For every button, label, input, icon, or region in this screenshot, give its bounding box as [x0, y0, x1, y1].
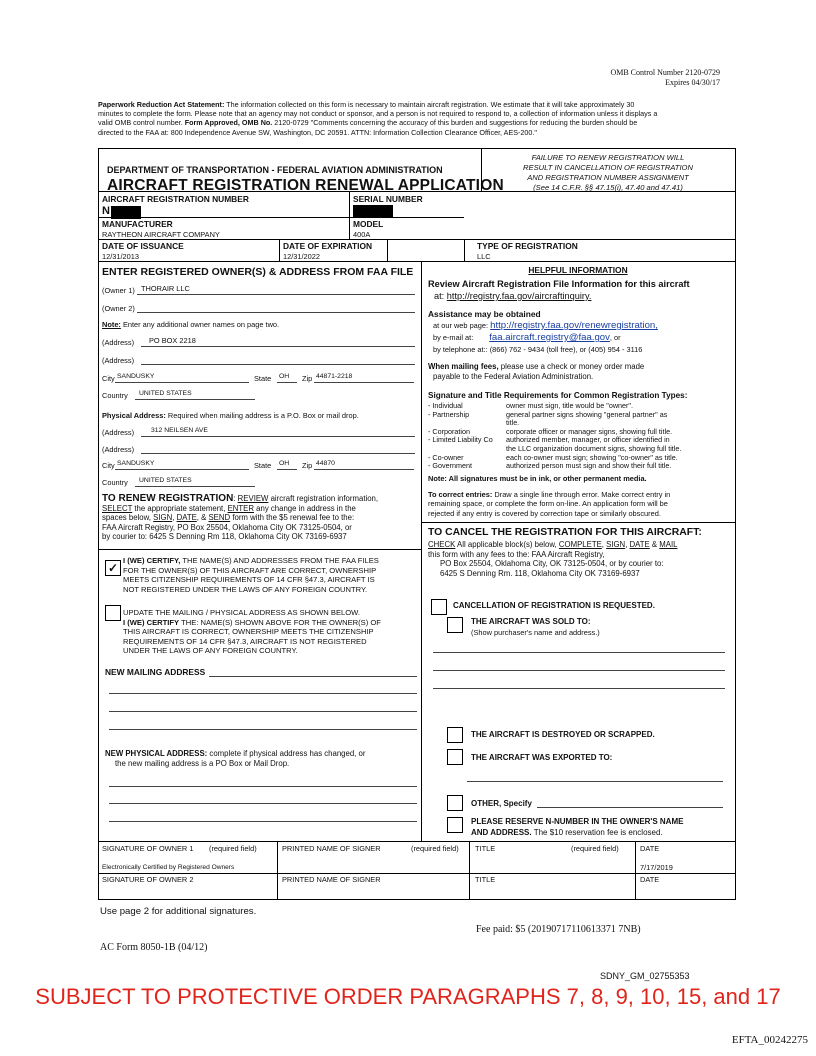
cancel-amp: & — [649, 540, 660, 549]
city-label: City — [102, 374, 115, 383]
serial-number-label: SERIAL NUMBER — [353, 194, 423, 204]
certify-a4: NOT REGISTERED UNDER THE LAWS OF ANY FOREIGN COUNTRY. — [123, 584, 368, 594]
new-physical-t2: the new mailing address is a PO Box or Mail Drop. — [115, 759, 290, 768]
new-mailing-line-2[interactable] — [109, 711, 417, 712]
physical-country-label: Country — [102, 478, 128, 487]
serial-number-redaction — [353, 205, 393, 217]
renew-colon: : — [233, 494, 238, 503]
physical-city-label: City — [102, 461, 115, 470]
signature-type-name: - Co-owner — [428, 452, 464, 462]
assist-heading: Assistance may be obtained — [428, 309, 541, 319]
update-address-checkbox[interactable] — [105, 605, 121, 621]
renew-sign: SIGN — [153, 513, 173, 523]
cancel-t1: All applicable block(s) below, — [455, 540, 559, 549]
manufacturer-value: RAYTHEON AIRCRAFT COMPANY — [102, 230, 220, 239]
warning-line2: RESULT IN CANCELLATION OF REGISTRATION — [523, 163, 693, 172]
signature-type-name: - Corporation — [428, 426, 470, 436]
signature-type-desc: authorized member, manager, or officer identified in — [506, 435, 670, 445]
cancel-sep1: , — [601, 540, 607, 549]
new-physical-line-3[interactable] — [109, 821, 417, 822]
sig-owner1-required: (required field) — [209, 844, 257, 853]
destroyed-checkbox[interactable] — [447, 727, 463, 743]
certify-b5: UNDER THE LAWS OF ANY FOREIGN COUNTRY. — [123, 646, 298, 656]
renew-t5: FAA Aircraft Registry, PO Box 25504, Oklahoma City OK 73125-0504, or — [102, 522, 352, 532]
purchaser-line-2[interactable] — [433, 670, 725, 671]
renew-t2: the appropriate statement, — [132, 503, 228, 513]
physical-country-value: UNITED STATES — [139, 477, 192, 484]
pra-line1: The information collected on this form is necessary to maintain aircraft registration. We estimate that it will take approximately 30 — [224, 100, 635, 109]
renew-heading: TO RENEW REGISTRATION — [102, 493, 234, 504]
reserve-line2: AND ADDRESS. — [471, 828, 532, 837]
fee-instructions — [428, 362, 728, 382]
cancel-mail: MAIL — [659, 540, 678, 549]
other-label: OTHER, Specify — [471, 799, 532, 808]
country-value: UNITED STATES — [139, 390, 192, 397]
renew-review: REVIEW — [237, 494, 269, 503]
issue-date-value: 12/31/2013 — [102, 252, 139, 261]
renew-instructions — [102, 494, 420, 542]
form-title: AIRCRAFT REGISTRATION RENEWAL APPLICATION — [107, 177, 504, 194]
signature-type-desc: general partner signs showing "general partner" as — [506, 409, 668, 419]
state-value: OH — [279, 373, 290, 380]
manufacturer-label: MANUFACTURER — [102, 219, 173, 229]
inquiry-link[interactable]: http://registry.faa.gov/aircraftinquiry. — [446, 291, 592, 301]
fee-line1: please use a check or money order made — [498, 362, 645, 371]
correct-lead: To correct entries: — [428, 490, 493, 499]
printed-name-label-2: PRINTED NAME OF SIGNER — [282, 875, 381, 884]
correct-line1: Draw a single line through error. Make correct entry in — [492, 490, 671, 499]
purchaser-line-3[interactable] — [433, 688, 725, 689]
reg-prefix: N — [102, 205, 110, 217]
address-label-1: (Address) — [102, 338, 135, 347]
owner-note: Enter any additional owner names on page two. — [120, 320, 280, 329]
cancel-t3: PO Box 25504, Oklahoma City, OK 73125-0504, or by courier to: — [440, 559, 664, 569]
renew-t1: aircraft registration information, — [268, 494, 379, 503]
owner1-value: THORAIR LLC — [141, 284, 190, 293]
pra-line2: minutes to complete the form. Please note that an agency may not conduct or sponsor, and a person is not required to respond to, a collection of information unless it displays a — [98, 109, 658, 119]
sig-req-heading: Signature and Title Requirements for Common Registration Types: — [428, 391, 688, 400]
cancel-date: DATE — [629, 540, 650, 549]
physical-zip-label: Zip — [302, 461, 313, 470]
fee-paid: Fee paid: $5 (20190717110613371 7NB) — [476, 924, 641, 935]
cancel-heading: TO CANCEL THE REGISTRATION FOR THIS AIRCRAFT: — [428, 527, 702, 538]
ink-note: Note: All signatures must be in ink, or other permanent media. — [428, 474, 647, 483]
date-label-1: DATE — [640, 844, 660, 853]
web-label: at our web page: — [433, 321, 489, 330]
review-line1: Review Aircraft Registration File Information for this aircraft — [428, 279, 690, 289]
fee-line2: payable to the Federal Aviation Administration. — [433, 372, 594, 381]
cancel-sign: SIGN — [606, 540, 626, 549]
pra-line4: directed to the FAA at: 800 Independence Avenue SW, Washington, DC 20591. ATTN: Information Collection Clearance Officer, AES-200." — [98, 127, 537, 137]
renew-select: SELECT — [102, 503, 133, 513]
efta-number: EFTA_00242275 — [731, 1034, 808, 1046]
signature-type-desc: title. — [506, 418, 520, 428]
address-label-2: (Address) — [102, 356, 135, 365]
model-value: 400A — [353, 230, 371, 239]
fee-lead: When mailing fees, — [428, 362, 499, 371]
certify-statement-b — [123, 608, 419, 656]
cancel-request-label: CANCELLATION OF REGISTRATION IS REQUESTED. — [453, 601, 655, 610]
protective-order-banner: SUBJECT TO PROTECTIVE ORDER PARAGRAPHS 7, 8, 9, 10, 15, and 17 — [35, 984, 781, 1009]
purchaser-line-1[interactable] — [433, 652, 725, 653]
reserve-line3: The $10 reservation fee is enclosed. — [531, 828, 663, 837]
signature-type-desc: authorized person must sign and show their full title. — [506, 461, 672, 471]
registration-type-value: LLC — [477, 252, 491, 261]
certify-b2b: THE: NAME(S) SHOWN ABOVE FOR THE OWNER(S) OF — [179, 617, 381, 627]
certify-b4: REQUIREMENTS OF 14 CFR §47.3, AIRCRAFT IS NOT REGISTERED — [123, 636, 367, 646]
printed-name-required: (required field) — [411, 844, 459, 853]
other-specify-line[interactable] — [537, 807, 723, 808]
check-icon: ✓ — [107, 561, 119, 575]
physical-state-label: State — [254, 461, 272, 470]
helpful-heading: HELPFUL INFORMATION — [528, 265, 628, 275]
expiration-date-value: 12/31/2022 — [283, 252, 320, 261]
physical-lead: Physical Address: — [102, 411, 166, 420]
date-label-2: DATE — [640, 875, 660, 884]
signature-type-name: - Limited Liability Co — [428, 435, 493, 445]
signature-type-desc: each co-owner must sign; showing "co-owner" as title. — [506, 452, 678, 462]
cancel-instructions — [428, 540, 733, 578]
new-physical-line-2[interactable] — [109, 803, 417, 804]
signature-date-value: 7/17/2019 — [640, 863, 673, 872]
title-label-1: TITLE — [475, 844, 496, 853]
address-value-1: PO BOX 2218 — [149, 336, 196, 345]
cancel-t4: 6425 S Denning Rm. 118, Oklahoma City OK 73169-6937 — [440, 568, 640, 578]
cancel-complete: COMPLETE — [558, 540, 602, 549]
physical-city-value: SANDUSKY — [117, 460, 155, 467]
correct-line2: remaining space, or complete the form on-line. An application form will be — [428, 499, 668, 509]
physical-address-label-2: (Address) — [102, 445, 135, 454]
other-checkbox[interactable] — [447, 795, 463, 811]
exported-label: THE AIRCRAFT WAS EXPORTED TO: — [471, 753, 613, 762]
paperwork-reduction-statement — [98, 100, 724, 137]
certify-b3: THIS AIRCRAFT IS CORRECT, OWNERSHIP MEETS THE CITIZENSHIP — [123, 627, 374, 637]
owner2-label: (Owner 2) — [102, 304, 135, 313]
state-label: State — [254, 374, 272, 383]
certify-a1: I (WE) CERTIFY, — [123, 556, 181, 565]
warning-line4: (See 14 C.F.R. §§ 47.15(i), 47.40 and 47.41) — [533, 183, 683, 192]
cancel-check: CHECK — [428, 540, 456, 549]
registration-type-label: TYPE OF REGISTRATION — [477, 241, 578, 251]
signature-types-list — [428, 402, 733, 471]
renew-t3: any change in address in the — [254, 503, 356, 513]
omb-expires: Expires 04/30/17 — [665, 78, 720, 87]
signature-type-name: - Individual — [428, 401, 463, 410]
signature-type-desc: owner must sign, title would be "owner". — [506, 401, 633, 410]
printed-name-label-1: PRINTED NAME OF SIGNER — [282, 844, 381, 853]
pra-line3a: valid OMB control number. — [98, 118, 185, 128]
certify-a2: FOR THE OWNER(S) OF THIS AIRCRAFT ARE CORRECT, OWNERSHIP — [123, 565, 377, 575]
email-tail: , or — [609, 333, 621, 342]
renew-t4b: , — [172, 513, 177, 523]
reserve-checkbox[interactable] — [447, 817, 463, 833]
owner1-label: (Owner 1) — [102, 286, 135, 295]
country-label: Country — [102, 391, 128, 400]
signature-type-desc: the LLC organization document signs, showing full title. — [506, 443, 682, 453]
model-label: MODEL — [353, 219, 384, 229]
physical-address-label-1: (Address) — [102, 428, 135, 437]
phone-line: by telephone at:: (866) 762 - 9434 (toll free), or (405) 954 - 3116 — [433, 345, 643, 354]
pra-line3c: 2120-0729 "Comments concerning the accuracy of this burden and suggestions for reducing the burden should be — [272, 118, 638, 128]
renew-t4a: spaces below, — [102, 513, 154, 523]
issue-date-label: DATE OF ISSUANCE — [102, 241, 184, 251]
renewal-warning — [483, 153, 733, 193]
certify-statement-a — [123, 556, 419, 594]
reserve-line1: PLEASE RESERVE N-NUMBER IN THE OWNER'S NAME — [471, 817, 684, 826]
bates-number: SDNY_GM_02755353 — [600, 971, 690, 981]
zip-value: 44871-2218 — [316, 373, 353, 380]
new-physical-lead: NEW PHYSICAL ADDRESS: — [105, 749, 208, 758]
cancel-t2: this form with any fees to the: FAA Aircraft Registry, — [428, 549, 605, 559]
email-label: by e-mail at: — [433, 333, 474, 342]
new-physical-t1: complete if physical address has changed, or — [207, 749, 366, 758]
signature-type-row — [428, 462, 733, 471]
physical-zip-value: 44870 — [316, 460, 335, 467]
reg-number-label: AIRCRAFT REGISTRATION NUMBER — [102, 194, 249, 204]
signature-type-desc: corporate officer or manager signs, showing full title. — [506, 426, 673, 436]
sold-note: (Show purchaser's name and address.) — [471, 628, 600, 637]
signature-type-name: - Government — [428, 461, 472, 471]
new-mailing-line-1[interactable] — [109, 693, 417, 694]
pra-lead: Paperwork Reduction Act Statement: — [98, 100, 225, 109]
destroyed-label: THE AIRCRAFT IS DESTROYED OR SCRAPPED. — [471, 730, 655, 739]
certify-b1: UPDATE THE MAILING / PHYSICAL ADDRESS AS SHOWN BELOW. — [123, 608, 361, 617]
renew-t4d: form with the $5 renewal fee to the: — [230, 513, 355, 523]
correct-line3: rejected if any entry is covered by correction tape or similarly obscured. — [428, 508, 661, 518]
new-physical-line-1[interactable] — [109, 786, 417, 787]
certify-a3: MEETS CITIZENSHIP REQUIREMENTS OF 14 CFR §47.3, AIRCRAFT IS — [123, 575, 375, 585]
pra-line3b: Form Approved, OMB No. — [184, 118, 273, 128]
email-link[interactable]: faa.aircraft.registry@faa.gov — [489, 332, 610, 343]
warning-line3: AND REGISTRATION NUMBER ASSIGNMENT — [527, 173, 689, 182]
expiration-date-label: DATE OF EXPIRATION — [283, 241, 373, 251]
sig-owner2-label: SIGNATURE OF OWNER 2 — [102, 875, 194, 884]
certify-b2: I (WE) CERTIFY — [123, 617, 180, 627]
renew-web-link[interactable]: http://registry.faa.gov/renewregistration, — [490, 320, 658, 331]
review-at: at: — [434, 291, 447, 301]
certify-a1b: THE NAME(S) AND ADDRESSES FROM THE FAA FILES — [180, 556, 379, 565]
warning-line1: FAILURE TO RENEW REGISTRATION WILL — [531, 153, 685, 162]
new-physical-instructions — [105, 749, 419, 769]
physical-address-value: 312 NEILSEN AVE — [151, 427, 208, 434]
omb-control-block — [610, 68, 720, 88]
physical-state-value: OH — [279, 460, 290, 467]
renew-t4c: , & — [196, 513, 209, 523]
owner-note-lead: Note: — [102, 320, 121, 329]
page2-note: Use page 2 for additional signatures. — [100, 906, 257, 917]
certify-checkbox[interactable] — [105, 560, 121, 576]
renewal-form — [98, 148, 736, 900]
renew-date: DATE — [176, 513, 197, 523]
sig-owner1-label: SIGNATURE OF OWNER 1 — [102, 844, 194, 853]
city-value: SANDUSKY — [117, 373, 155, 380]
exported-checkbox[interactable] — [447, 749, 463, 765]
exported-line[interactable] — [467, 781, 723, 782]
omb-control-number: OMB Control Number 2120-0729 — [610, 68, 720, 77]
dept-heading: DEPARTMENT OF TRANSPORTATION - FEDERAL AVIATION ADMINISTRATION — [107, 165, 443, 175]
signature-type-row — [428, 411, 733, 420]
new-mailing-label: NEW MAILING ADDRESS — [105, 667, 206, 677]
electronic-certification: Electronically Certified by Registered Owners — [102, 864, 235, 871]
sold-label: THE AIRCRAFT WAS SOLD TO: — [471, 617, 591, 626]
cancel-sep2: , — [625, 540, 630, 549]
form-number: AC Form 8050-1B (04/12) — [100, 942, 208, 953]
new-mailing-line-3[interactable] — [109, 729, 417, 730]
signature-type-name: - Partnership — [428, 409, 470, 419]
sold-checkbox[interactable] — [447, 617, 463, 633]
title-required: (required field) — [571, 844, 619, 853]
title-label-2: TITLE — [475, 875, 496, 884]
owner-heading: ENTER REGISTERED OWNER(S) & ADDRESS FROM FAA FILE — [102, 266, 414, 278]
zip-label: Zip — [302, 374, 313, 383]
cancel-request-checkbox[interactable] — [431, 599, 447, 615]
physical-text: Required when mailing address is a P.O. Box or mail drop. — [165, 411, 359, 420]
renew-t6: by courier to: 6425 S Denning Rm 118, Oklahoma City OK 73169-6937 — [102, 532, 347, 542]
correction-instructions — [428, 490, 733, 518]
renew-send: SEND — [208, 513, 231, 523]
renew-enter: ENTER — [227, 503, 254, 513]
